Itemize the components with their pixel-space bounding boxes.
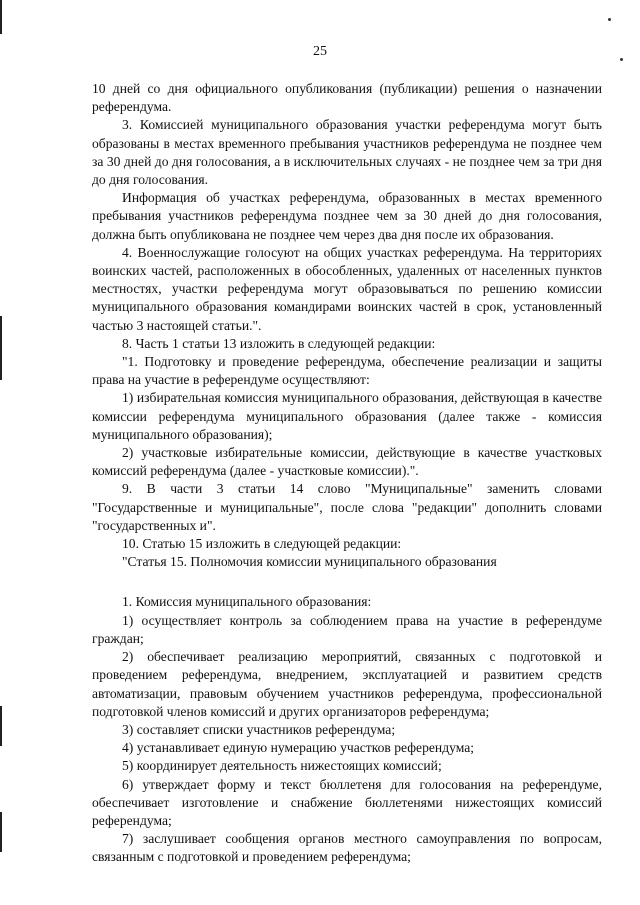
- scan-artifact-left-top: [0, 0, 2, 34]
- power-item-1: 1) осуществляет контроль за соблюдением права на участие в референдуме граждан;: [92, 612, 602, 646]
- page-number: 25: [313, 44, 327, 59]
- paragraph-commission-powers-intro: 1. Комиссия муниципального образования:: [122, 594, 372, 610]
- scan-artifact-left-middle: [0, 316, 2, 380]
- power-item-4: 4) устанавливает единую нумерацию участков референдума;: [122, 740, 475, 756]
- document-body: [92, 80, 602, 867]
- paragraph-amendment-9: 9. В части 3 статьи 14 слово "Муниципальные" заменить словами "Государственные и муниципальные", после слова "редакции" дополнить словами "государственных и".: [92, 481, 602, 533]
- power-item-3: 3) составляет списки участников референдума;: [122, 721, 396, 737]
- paragraph-information-publication: Информация об участках референдума, образованных в местах временного пребывания участников референдума позднее чем за 30 дней до дня голосования, должна быть опубликована не позднее чем через два дня после их образования.: [92, 190, 602, 242]
- paragraph-article-13-part-1: "1. Подготовку и проведение референдума, обеспечение реализации и защиты права на участие в референдуме осуществляют:: [92, 354, 602, 388]
- paragraph-referendum-appointment-end: 10 дней со дня официального опубликования (публикации) решения о назначении референдума.: [92, 81, 602, 115]
- scan-artifact-dot-top-right: [608, 18, 611, 21]
- paragraph-item-1-election-commission: 1) избирательная комиссия муниципального образования, действующая в качестве комиссии референдума муниципального образования (далее также - комиссия муниципального образования);: [92, 390, 602, 442]
- power-item-2: 2) обеспечивает реализацию мероприятий, связанных с подготовкой и проведением референдума, внедрением, эксплуатацией и развитием средств автоматизации, правовым обучением участников референдума, профессиональной подготовкой членов комиссий и других организаторов референдума;: [92, 649, 602, 719]
- scan-artifact-left-lower: [0, 706, 2, 746]
- power-item-5: 5) координирует деятельность нижестоящих комиссий;: [122, 758, 442, 774]
- power-item-7: 7) заслушивает сообщения органов местного самоуправления по вопросам, связанным с подготовкой и проведением референдума;: [92, 831, 602, 865]
- scan-artifact-left-bottom: [0, 812, 2, 852]
- paragraph-section-3-temporary-stay: 3. Комиссией муниципального образования участки референдума могут быть образованы в местах временного пребывания участников референдума не позднее чем за 30 дней до дня голосования, а в исключительных случаях - не позднее чем за три дня до дня голосования.: [92, 117, 602, 188]
- power-item-6: 6) утверждает форму и текст бюллетеня для голосования на референдуме, обеспечивает изготовление и снабжение бюллетенями нижестоящих комиссий референдума;: [92, 776, 602, 828]
- paragraph-item-2-precinct-commissions: 2) участковые избирательные комиссии, действующие в качестве участковых комиссий референдума (далее - участковые комиссии).".: [92, 445, 602, 479]
- paragraph-amendment-8: 8. Часть 1 статьи 13 изложить в следующей редакции:: [122, 335, 436, 351]
- paragraph-section-4-military: 4. Военнослужащие голосуют на общих участках референдума. На территориях воинских частей, расположенных в обособленных, удаленных от населенных пунктов местностях, участки референдума могут образовываться по решению комиссии муниципального образования командирами воинских частей в срок, установленный частью 3 настоящей статьи.".: [92, 244, 602, 333]
- article-15-heading: "Статья 15. Полномочия комиссии муниципального образования: [122, 554, 497, 570]
- paragraph-amendment-10: 10. Статью 15 изложить в следующей редакции:: [122, 536, 402, 552]
